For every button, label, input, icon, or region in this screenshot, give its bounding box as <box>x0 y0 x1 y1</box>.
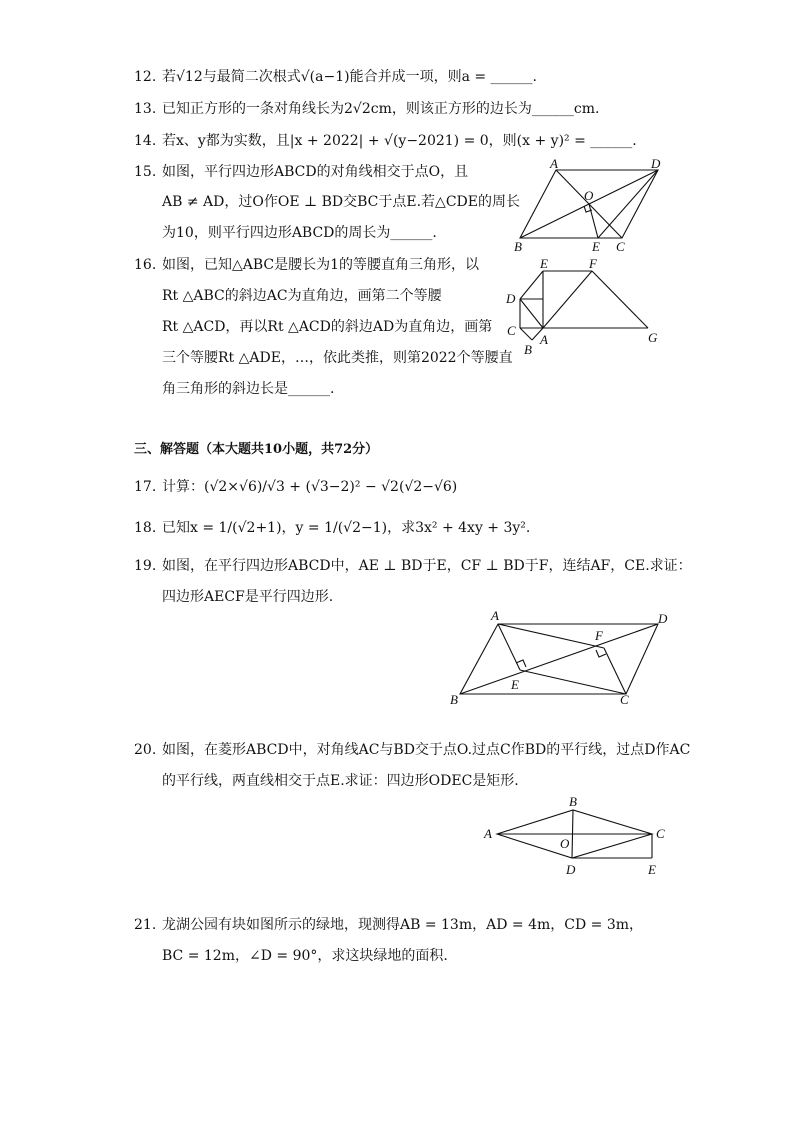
fig20-label-d: D <box>566 862 576 877</box>
problem-16-line-2: Rt △ABC的斜边AC为直角边，画第二个等腰 <box>162 288 442 304</box>
fig19-segment-ce <box>520 670 626 694</box>
figure-15-parallelogram <box>508 158 668 258</box>
problem-15-line-2: AB ≠ AD，过O作OE ⊥ BD交BC于点E.若△CDE的周长 <box>162 194 520 210</box>
figure-20-rhombus <box>480 794 670 880</box>
problem-12-text: 若√12与最简二次根式√(a−1)能合并成一项，则a = ______. <box>162 69 537 85</box>
fig16-label-a: A <box>540 332 548 347</box>
fig20-diagonal-bd <box>572 810 573 858</box>
fig16-label-f: F <box>589 256 597 271</box>
fig16-de <box>520 271 543 299</box>
problem-18-text: 已知x = 1/(√2+1)，y = 1/(√2−1)，求3x² + 4xy + 3y². <box>162 520 531 536</box>
fig19-label-b: B <box>450 692 458 707</box>
fig19-label-d: D <box>658 611 668 626</box>
fig20-label-a: A <box>484 826 492 841</box>
problem-14-text: 若x、y都为实数，且|x + 2022| + √(y−2021) = 0，则(x + y)² = ______. <box>162 133 637 149</box>
problem-21-line-2: BC = 12m，∠D = 90°，求这块绿地的面积. <box>162 948 448 964</box>
fig15-label-a: A <box>550 156 558 171</box>
fig15-label-o: O <box>584 188 594 203</box>
fig16-label-b: B <box>524 342 532 357</box>
problem-19-line-1: 如图，在平行四边形ABCD中，AE ⊥ BD于E，CF ⊥ BD于F，连结AF，CE.求证： <box>162 558 692 574</box>
problem-number: 15. <box>134 164 157 180</box>
fig20-label-b: B <box>569 794 577 809</box>
fig16-label-d: D <box>506 291 516 306</box>
fig20-label-e: E <box>648 862 656 877</box>
problem-number: 20. <box>134 742 157 758</box>
fig16-label-c: C <box>507 323 516 338</box>
fig20-label-c: C <box>656 826 665 841</box>
problem-15-line-1: 如图，平行四边形ABCD的对角线相交于点O，且 <box>162 164 469 180</box>
problem-16-line-5: 角三角形的斜边长是______. <box>162 381 335 397</box>
problem-number: 13. <box>134 101 157 117</box>
problem-21-line-1: 龙湖公园有块如图所示的绿地，现测得AB = 13m，AD = 4m，CD = 3m， <box>162 917 644 933</box>
fig15-label-e: E <box>592 239 600 254</box>
section-heading: 三、解答题（本大题共10小题，共72分） <box>134 442 379 457</box>
problem-17-text: 计算：(√2×√6)/√3 + (√3−2)² − √2(√2−√6) <box>162 479 458 495</box>
problem-20-line-2: 的平行线，两直线相交于点E.求证：四边形ODEC是矩形. <box>162 773 519 789</box>
figure-19-parallelogram <box>446 606 674 710</box>
fig19-right-angle-f <box>596 650 606 657</box>
fig19-segment-af <box>498 624 604 648</box>
problem-19-line-2: 四边形AECF是平行四边形. <box>162 589 334 605</box>
fig16-label-g: G <box>648 330 658 345</box>
figure-16-right-triangles <box>500 256 665 361</box>
fig19-label-c: C <box>620 692 629 707</box>
problem-number: 19. <box>134 558 157 574</box>
fig20-label-o: O <box>560 836 570 851</box>
fig15-label-c: C <box>616 239 625 254</box>
fig19-segment-cf <box>604 648 626 694</box>
problem-16-line-3: Rt △ACD，再以Rt △ACD的斜边AD为直角边，画第 <box>162 319 493 335</box>
fig16-fg <box>592 271 648 328</box>
problem-13-text: 已知正方形的一条对角线长为2√2cm，则该正方形的边长为______cm. <box>162 101 600 117</box>
problem-16-line-1: 如图，已知△ABC是腰长为1的等腰直角三角形，以 <box>162 257 480 273</box>
problem-number: 12. <box>134 69 157 85</box>
problem-16-line-4: 三个等腰Rt △ADE，…，依此类推，则第2022个等腰直 <box>162 350 513 366</box>
fig16-label-e: E <box>540 256 548 271</box>
problem-number: 16. <box>134 257 157 273</box>
fig19-label-e: E <box>511 677 519 692</box>
problem-number: 17. <box>134 479 157 495</box>
fig19-label-f: F <box>595 628 603 643</box>
fig16-cb <box>520 328 532 340</box>
fig19-diagonal-bd <box>460 624 658 694</box>
fig15-label-d: D <box>651 156 661 171</box>
problem-number: 14. <box>134 133 157 149</box>
fig16-da <box>520 299 543 328</box>
problem-15-line-3: 为10，则平行四边形ABCD的周长为______. <box>162 225 437 241</box>
problem-number: 21. <box>134 917 157 933</box>
fig19-label-a: A <box>491 608 499 623</box>
fig15-label-b: B <box>514 239 522 254</box>
fig16-af <box>543 271 592 328</box>
problem-20-line-1: 如图，在菱形ABCD中，对角线AC与BD交于点O.过点C作BD的平行线，过点D作AC <box>162 742 691 758</box>
problem-number: 18. <box>134 520 157 536</box>
